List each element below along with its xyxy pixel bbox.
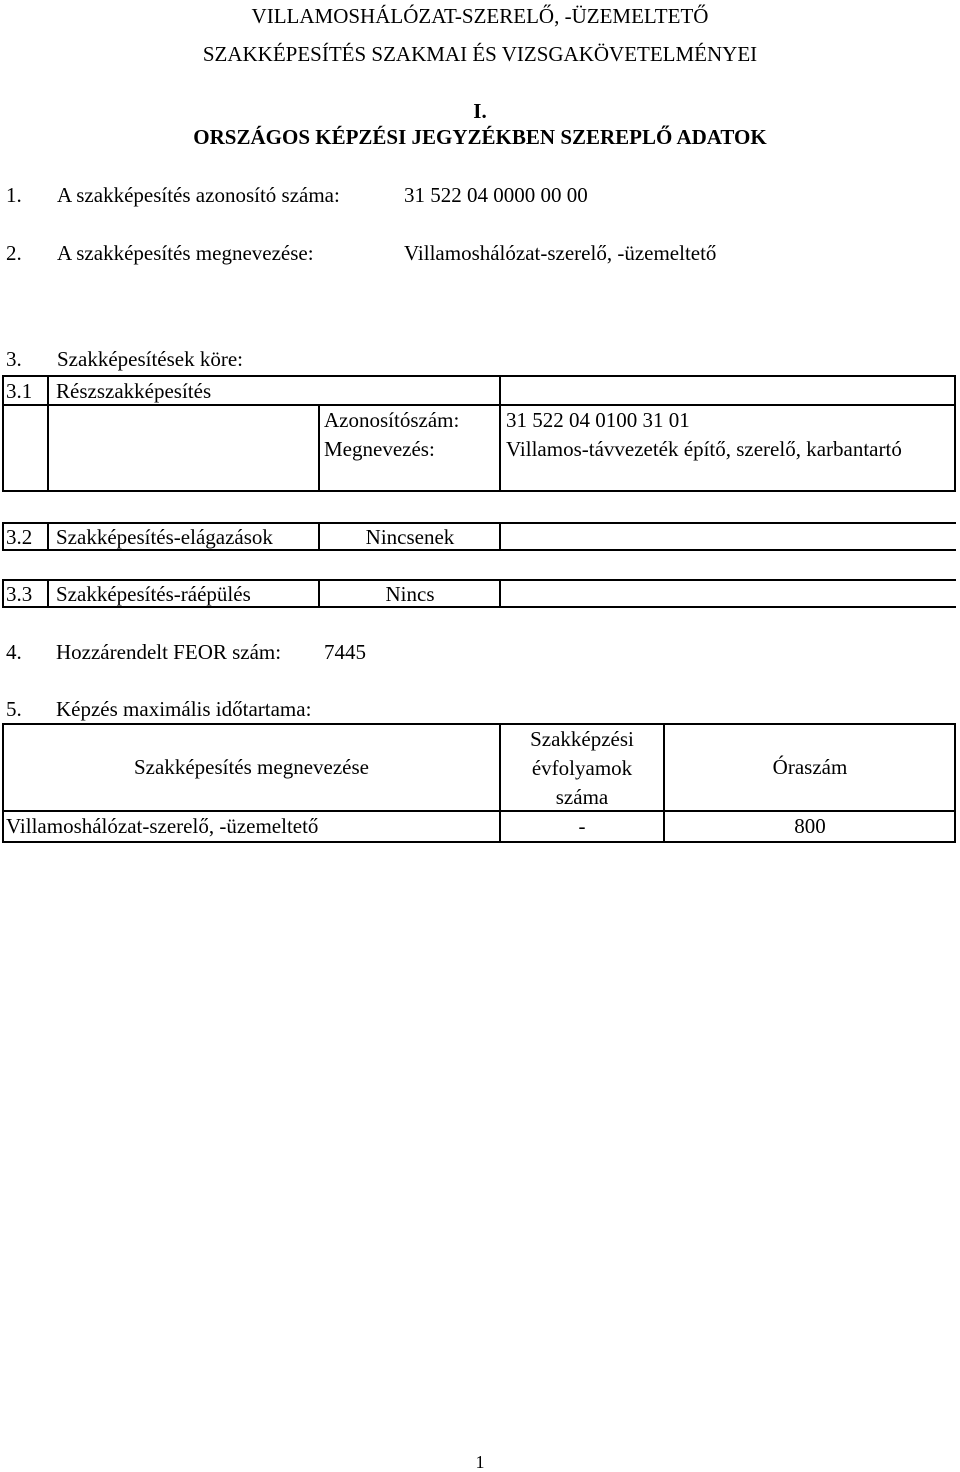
item-3-1-id-value: 31 522 04 0100 31 01 [506, 408, 690, 432]
item-3-2-value: Nincsenek [365, 525, 455, 549]
table-header-years-line1: Szakképzési [530, 727, 634, 751]
item-5-label: Képzés maximális időtartama: [56, 697, 312, 721]
item-1-label: A szakképesítés azonosító száma: [57, 183, 340, 207]
item-3-3-number: 3.3 [6, 582, 33, 606]
table-header-years-line3: száma [555, 785, 609, 809]
item-1-value: 31 522 04 0000 00 00 [404, 183, 588, 207]
item-3-number: 3. [6, 347, 22, 371]
section-title: ORSZÁGOS KÉPZÉSI JEGYZÉKBEN SZEREPLŐ ADATOK [193, 125, 767, 149]
document-title-line1: VILLAMOSHÁLÓZAT-SZERELŐ, -ÜZEMELTETŐ [251, 4, 709, 28]
item-3-2-label: Szakképesítés-elágazások [56, 525, 273, 549]
table-header-hours: Óraszám [772, 755, 848, 779]
item-2-label: A szakképesítés megnevezése: [57, 241, 314, 265]
item-3-1-number: 3.1 [6, 379, 33, 403]
item-4-label: Hozzárendelt FEOR szám: [56, 640, 282, 664]
table-header-years-line2: évfolyamok [531, 756, 633, 780]
item-2-number: 2. [6, 241, 22, 265]
item-3-label: Szakképesítések köre: [57, 347, 244, 371]
item-2-value: Villamoshálózat-szerelő, -üzemeltető [404, 241, 717, 265]
item-5-number: 5. [6, 697, 22, 721]
table-header-name: Szakképesítés megnevezése [134, 755, 369, 779]
item-3-3-value: Nincs [385, 582, 435, 606]
table-row-hours: 800 [794, 814, 826, 838]
table-row-years: - [578, 814, 586, 838]
item-3-1-id-label: Azonosítószám: [324, 408, 460, 432]
item-3-2-number: 3.2 [6, 525, 33, 549]
item-3-1-name-label: Megnevezés: [324, 437, 435, 461]
item-3-1-name-value: Villamos-távvezeték építő, szerelő, karbantartó [506, 437, 902, 461]
section-number: I. [473, 99, 487, 123]
item-4-value: 7445 [324, 640, 366, 664]
page-number: 1 [475, 1452, 485, 1472]
document-title-line2: SZAKKÉPESÍTÉS SZAKMAI ÉS VIZSGAKÖVETELMÉNYEI [202, 42, 758, 66]
table-row-name: Villamoshálózat-szerelő, -üzemeltető [6, 814, 319, 838]
item-4-number: 4. [6, 640, 22, 664]
item-3-3-label: Szakképesítés-ráépülés [56, 582, 251, 606]
item-1-number: 1. [6, 183, 22, 207]
item-3-1-label: Részszakképesítés [56, 379, 212, 403]
